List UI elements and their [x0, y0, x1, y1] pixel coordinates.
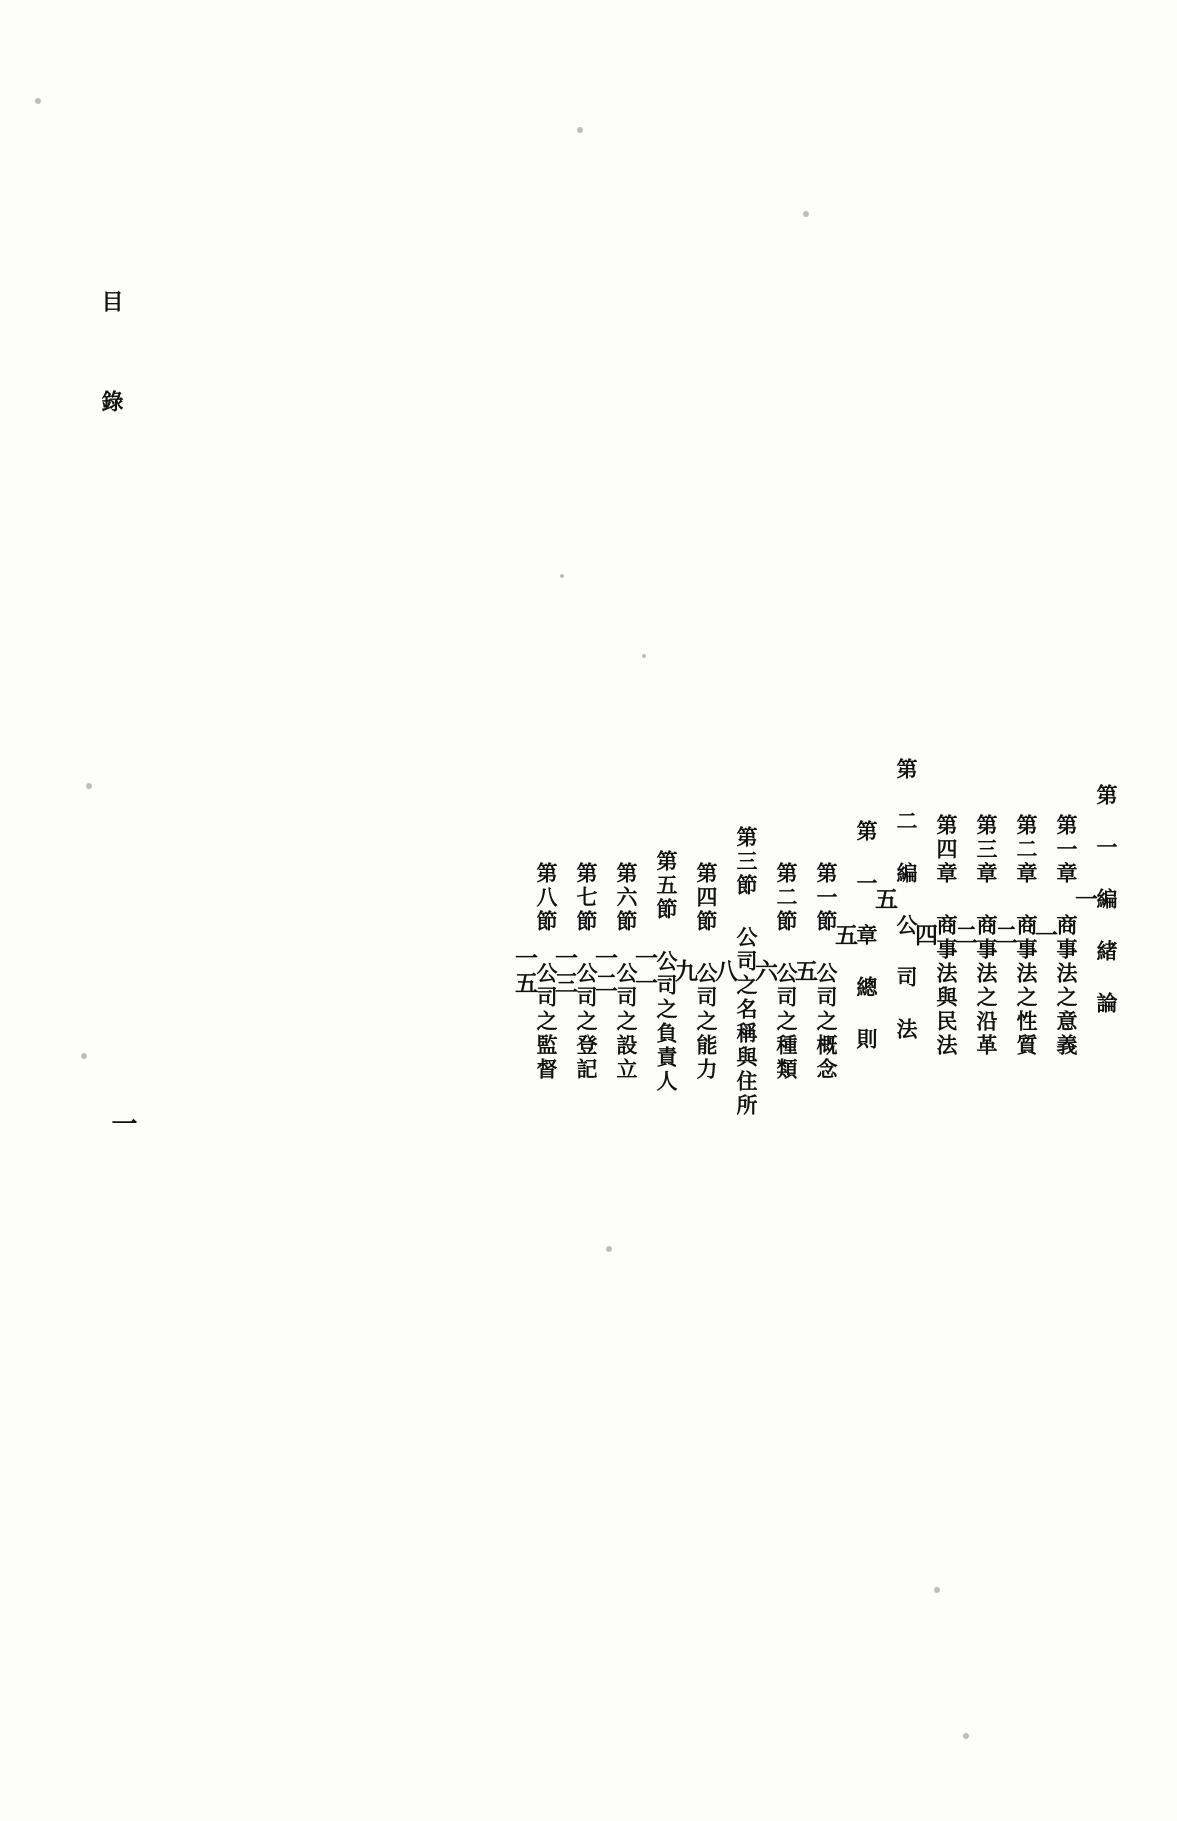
toc-entry-page-number: 一二 [591, 946, 618, 996]
toc-entry-page-number: 五 [871, 886, 898, 912]
toc-entry-page-number: 六 [751, 958, 778, 984]
toc-entry-label: 第八節 公司之監督 [534, 862, 559, 1082]
toc-entry-label: 第四章 商事法與民法 [934, 814, 959, 1058]
toc-entry[interactable] [591, 200, 639, 1672]
toc-entry-label: 第五節 公司之負責人 [654, 850, 679, 1094]
toc-entry-label: 第二節 公司之種類 [774, 862, 799, 1082]
toc-entry-label: 第七節 公司之登記 [574, 862, 599, 1082]
toc-entry-label: 第 二 編 公 司 法 [894, 758, 919, 1042]
toc-entry-label: 第三節 公司之名稱與住所 [734, 826, 759, 1118]
toc-entry[interactable] [551, 200, 599, 1672]
toc-entry[interactable] [671, 200, 719, 1672]
paper-speck [577, 127, 583, 133]
toc-entry[interactable] [1071, 200, 1119, 1600]
toc-entry[interactable] [751, 200, 799, 1672]
toc-entry-label: 第二章 商事法之性質 [1014, 814, 1039, 1058]
toc-entry[interactable] [951, 200, 999, 1636]
toc-entry-page-number: 五 [791, 958, 818, 984]
paper-speck [963, 1733, 969, 1739]
toc-entry[interactable] [711, 200, 759, 1672]
toc-entry[interactable] [631, 200, 679, 1672]
toc-entry-label: 第四節 公司之能力 [694, 862, 719, 1082]
toc-entry-page-number: 一 [1071, 886, 1098, 912]
paper-speck [81, 1053, 87, 1059]
toc-entry-page-number: 二 [951, 922, 978, 948]
toc-entry[interactable] [511, 200, 559, 1672]
toc-entry-label: 第六節 公司之設立 [614, 862, 639, 1082]
toc-entry-page-number: 八 [711, 958, 738, 984]
toc-entry[interactable] [991, 200, 1039, 1636]
page-folio-number: 一 [107, 1110, 137, 1136]
toc-entry-page-number: 九 [671, 958, 698, 984]
toc-entry-label: 第一節 公司之概念 [814, 862, 839, 1082]
toc-entry-label: 第 一 章 總 則 [854, 820, 879, 1052]
toc-entry-page-number: 一一 [631, 946, 658, 996]
toc-entry-page-number: 一 [1031, 922, 1058, 948]
toc-entry-label: 第三章 商事法之沿革 [974, 814, 999, 1058]
running-head: 目 錄 [98, 290, 124, 438]
toc-entry-page-number: 一五 [511, 946, 538, 996]
toc-entry[interactable] [911, 200, 959, 1636]
toc-entry-label: 第一章 商事法之意義 [1054, 814, 1079, 1058]
toc-entry[interactable] [871, 200, 919, 1600]
toc-entry-page-number: 四 [911, 922, 938, 948]
toc-entry[interactable] [831, 200, 879, 1636]
toc-entry-label: 第 一 編 緒 論 [1094, 784, 1119, 1016]
paper-speck [35, 98, 41, 104]
toc-entry-page-number: 五 [831, 922, 858, 948]
table-of-contents [90, 200, 1117, 1600]
toc-entry[interactable] [1031, 200, 1079, 1636]
toc-entry-page-number: 一三 [551, 946, 578, 996]
toc-entry-page-number: 二 [991, 922, 1018, 948]
